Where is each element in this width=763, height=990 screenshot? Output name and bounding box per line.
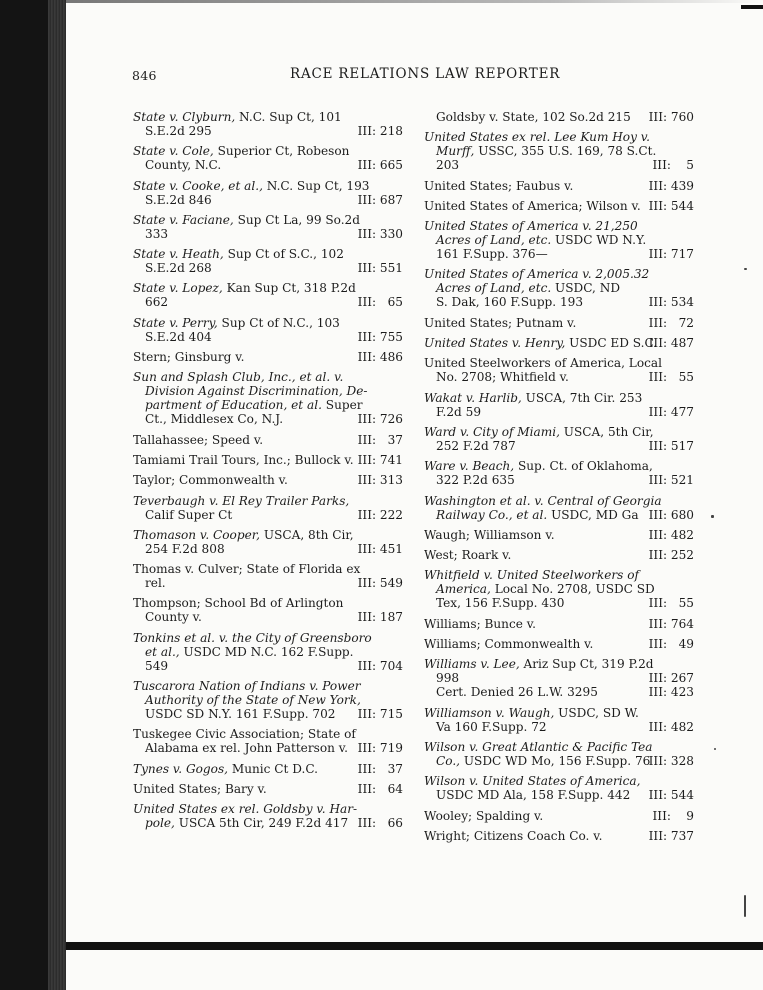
volume-page-reference: III: 72 <box>648 315 694 330</box>
scan-binding-edge <box>0 0 66 990</box>
volume-page-reference: III: 218 <box>357 124 403 138</box>
index-entry <box>424 110 694 124</box>
entry-text-line: Cert. Denied 26 L.W. 3295 <box>436 685 598 700</box>
index-entry <box>424 199 694 213</box>
entry-text-line: Wooley; Spalding v. <box>424 808 544 823</box>
running-head: RACE RELATIONS LAW REPORTER <box>290 66 561 82</box>
index-entry <box>424 267 694 309</box>
entry-text-line: Whitfield v. United Steelworkers of <box>424 568 639 583</box>
entry-text-line: Williams; Bunce v. <box>424 616 536 631</box>
left-column <box>133 110 403 837</box>
entry-text-line: Acres of Land, etc. USDC WD N.Y. <box>436 233 647 248</box>
page-number: 846 <box>132 68 157 83</box>
volume-page-reference: III: 534 <box>648 295 694 310</box>
volume-page-reference: III: 267 <box>648 671 694 686</box>
volume-page-reference: III: 328 <box>648 753 694 768</box>
volume-page-reference: III: 482 <box>648 719 694 734</box>
index-entry <box>424 829 694 843</box>
entry-text-line: State v. Clyburn, N.C. Sup Ct, 101 <box>133 110 342 124</box>
volume-page-reference: III: 521 <box>648 473 694 488</box>
entry-text-line: Wilson v. United States of America, <box>424 774 641 789</box>
index-entry <box>424 706 694 734</box>
entry-text-line: America, Local No. 2708, USDC SD <box>436 582 655 597</box>
entry-text-line: Ward v. City of Miami, USCA, 5th Cir, <box>424 424 654 439</box>
entry-text-line: Tallahassee; Speed v. <box>133 432 264 447</box>
margin-speck <box>711 515 714 518</box>
volume-page-reference: III: 549 <box>357 576 403 591</box>
volume-page-reference: III: 764 <box>648 616 694 631</box>
entry-text-line: County v. <box>145 610 202 625</box>
entry-text-line: Murff, USSC, 355 U.S. 169, 78 S.Ct. <box>436 144 657 159</box>
entry-text-line: S.E.2d 295 <box>145 124 212 138</box>
top-scan-edge <box>66 0 763 3</box>
volume-page-reference: III: 687 <box>357 192 403 207</box>
index-entry <box>133 727 403 755</box>
volume-page-reference: III: 680 <box>648 507 694 522</box>
volume-page-reference: III: 760 <box>648 110 694 124</box>
entry-text-line: 549 <box>145 658 169 673</box>
volume-page-reference: III: 755 <box>357 329 403 344</box>
volume-page-reference: III: 482 <box>648 527 694 542</box>
index-entry <box>424 219 694 261</box>
entry-text-line: United States; Faubus v. <box>424 178 574 193</box>
entry-text-line: Williams v. Lee, Ariz Sup Ct, 319 P.2d <box>424 657 654 672</box>
entry-text-line: Wright; Citizens Coach Co. v. <box>424 828 603 843</box>
entry-text-line: Tuskegee Civic Association; State of <box>133 727 356 742</box>
entry-text-line: Calif Super Ct <box>145 507 233 522</box>
index-entry <box>424 130 694 172</box>
entry-text-line: United States; Bary v. <box>133 781 267 796</box>
index-entry <box>133 528 403 556</box>
index-entry <box>133 453 403 467</box>
index-entry <box>424 179 694 193</box>
entry-text-line: 252 F.2d 787 <box>436 438 516 453</box>
volume-page-reference: III: 477 <box>648 404 694 419</box>
entry-text-line: United States of America; Wilson v. <box>424 198 641 213</box>
entry-text-line: Williamson v. Waugh, USDC, SD W. <box>424 705 639 720</box>
entry-text-line: Alabama ex rel. John Patterson v. <box>145 741 348 756</box>
entry-text-line: 998 <box>436 671 460 686</box>
volume-page-reference: III: 64 <box>357 781 403 796</box>
margin-speck <box>714 748 716 750</box>
index-entry <box>133 247 403 275</box>
index-entry <box>133 631 403 673</box>
entry-text-line: Tuscarora Nation of Indians v. Power <box>133 679 361 694</box>
volume-page-reference: III: 222 <box>357 507 403 522</box>
index-entry <box>133 802 403 830</box>
volume-page-reference: III: 715 <box>357 707 403 722</box>
volume-page-reference: III: 486 <box>357 350 403 365</box>
index-entry <box>424 391 694 419</box>
entry-text-line: United States ex rel. Goldsby v. Har- <box>133 802 358 817</box>
scan-mark <box>741 5 763 9</box>
index-entry <box>424 774 694 802</box>
entry-text-line: pole, USCA 5th Cir, 249 F.2d 417 <box>145 816 349 831</box>
index-entry <box>424 425 694 453</box>
entry-text-line: USDC MD Ala, 158 F.Supp. 442 <box>436 788 631 803</box>
index-entry <box>133 562 403 590</box>
entry-text-line: State v. Faciane, Sup Ct La, 99 So.2d <box>133 212 360 227</box>
volume-page-reference: III: 423 <box>648 685 694 700</box>
volume-page-reference: III: 741 <box>357 452 403 467</box>
volume-page-reference: III: 544 <box>648 788 694 803</box>
volume-page-reference: III: 719 <box>357 741 403 756</box>
entry-text-line: County, N.C. <box>145 158 222 173</box>
entry-text-line: Va 160 F.Supp. 72 <box>436 719 547 734</box>
index-entry <box>424 316 694 330</box>
index-entry <box>133 679 403 721</box>
volume-page-reference: III: 55 <box>648 596 694 611</box>
entry-text-line: United States; Putnam v. <box>424 315 577 330</box>
index-entry <box>424 568 694 610</box>
volume-page-reference: III: 313 <box>357 473 403 488</box>
entry-text-line: State v. Heath, Sup Ct of S.C., 102 <box>133 247 344 262</box>
volume-page-reference: III: 55 <box>648 370 694 385</box>
index-entry <box>133 110 403 138</box>
index-entry <box>133 370 403 426</box>
volume-page-reference: III: 252 <box>648 548 694 563</box>
entry-text-line: No. 2708; Whitfield v. <box>436 370 569 385</box>
index-entry <box>424 657 694 699</box>
index-entry <box>424 459 694 487</box>
index-entry <box>424 356 694 384</box>
entry-text-line: Stern; Ginsburg v. <box>133 350 245 365</box>
entry-text-line: Thompson; School Bd of Arlington <box>133 596 344 611</box>
entry-text-line: S. Dak, 160 F.Supp. 193 <box>436 295 584 310</box>
index-entry <box>424 637 694 651</box>
entry-text-line: Acres of Land, etc. USDC, ND <box>436 281 621 296</box>
volume-page-reference: III: 37 <box>357 761 403 776</box>
margin-speck <box>744 895 746 917</box>
entry-text-line: Goldsby v. State, 102 So.2d 215 <box>436 110 631 124</box>
entry-text-line: Division Against Discrimination, De- <box>145 384 368 399</box>
entry-text-line: State v. Cooke, et al., N.C. Sup Ct, 193 <box>133 178 370 193</box>
entry-text-line: 333 <box>145 226 169 241</box>
index-entry <box>424 528 694 542</box>
entry-text-line: Tynes v. Gogos, Munic Ct D.C. <box>133 761 319 776</box>
entry-text-line: Taylor; Commonwealth v. <box>133 473 288 488</box>
index-entry <box>133 316 403 344</box>
volume-page-reference: III: 726 <box>357 412 403 427</box>
entry-text-line: 322 P.2d 635 <box>436 473 515 488</box>
index-entry <box>133 213 403 241</box>
right-column <box>424 110 694 849</box>
volume-page-reference: III: 487 <box>648 336 694 351</box>
volume-page-reference: III: 5 <box>652 158 694 173</box>
volume-page-reference: III: 9 <box>652 808 694 823</box>
entry-text-line: Ct., Middlesex Co, N.J. <box>145 412 284 427</box>
entry-text-line: Railway Co., et al. USDC, MD Ga <box>436 507 639 522</box>
index-entry <box>424 617 694 631</box>
entry-text-line: partment of Education, et al. Super <box>145 398 363 413</box>
entry-text-line: Tonkins et al. v. the City of Greensboro <box>133 630 372 645</box>
volume-page-reference: III: 704 <box>357 658 403 673</box>
entry-text-line: Wakat v. Harlib, USCA, 7th Cir. 253 <box>424 390 643 405</box>
margin-speck <box>744 268 747 270</box>
index-entry <box>133 494 403 522</box>
entry-text-line: Ware v. Beach, Sup. Ct. of Oklahoma, <box>424 459 653 474</box>
entry-text-line: United States of America v. 2,005.32 <box>424 267 650 282</box>
volume-page-reference: III: 551 <box>357 261 403 276</box>
entry-text-line: Sun and Splash Club, Inc., et al. v. <box>133 370 344 385</box>
entry-text-line: State v. Cole, Superior Ct, Robeson <box>133 144 350 159</box>
volume-page-reference: III: 37 <box>357 432 403 447</box>
entry-text-line: State v. Lopez, Kan Sup Ct, 318 P.2d <box>133 281 356 296</box>
entry-text-line: 254 F.2d 808 <box>145 541 225 556</box>
index-entry <box>133 473 403 487</box>
entry-text-line: Thomas v. Culver; State of Florida ex <box>133 562 361 577</box>
index-entry <box>133 281 403 309</box>
volume-page-reference: III: 737 <box>648 828 694 843</box>
index-entry <box>133 596 403 624</box>
entry-text-line: State v. Perry, Sup Ct of N.C., 103 <box>133 315 340 330</box>
volume-page-reference: III: 65 <box>357 295 403 310</box>
entry-text-line: USDC SD N.Y. 161 F.Supp. 702 <box>145 707 336 722</box>
index-entry <box>424 336 694 350</box>
volume-page-reference: III: 544 <box>648 198 694 213</box>
volume-page-reference: III: 66 <box>357 816 403 831</box>
entry-text-line: Tex, 156 F.Supp. 430 <box>436 596 565 611</box>
index-entry <box>133 179 403 207</box>
entry-text-line: S.E.2d 846 <box>145 192 212 207</box>
entry-text-line: rel. <box>145 576 166 591</box>
entry-text-line: Co., USDC WD Mo, 156 F.Supp. 76 <box>436 753 651 768</box>
entry-text-line: et al., USDC MD N.C. 162 F.Supp. <box>145 644 354 659</box>
entry-text-line: United States v. Henry, USDC ED S.C. <box>424 336 658 351</box>
index-entry <box>424 548 694 562</box>
volume-page-reference: III: 330 <box>357 226 403 241</box>
index-entry <box>424 740 694 768</box>
volume-page-reference: III: 49 <box>648 637 694 652</box>
entry-text-line: West; Roark v. <box>424 548 512 563</box>
entry-text-line: United States ex rel. Lee Kum Hoy v. <box>424 130 650 145</box>
index-entry <box>133 762 403 776</box>
index-entry <box>133 144 403 172</box>
volume-page-reference: III: 665 <box>357 158 403 173</box>
volume-page-reference: III: 187 <box>357 610 403 625</box>
volume-page-reference: III: 717 <box>648 247 694 262</box>
entry-text-line: S.E.2d 268 <box>145 261 212 276</box>
entry-text-line: Teverbaugh v. El Rey Trailer Parks, <box>133 493 350 508</box>
bottom-scan-edge <box>66 942 763 950</box>
index-entry <box>133 350 403 364</box>
entry-text-line: Wilson v. Great Atlantic & Pacific Tea <box>424 739 653 754</box>
entry-text-line: S.E.2d 404 <box>145 329 212 344</box>
entry-text-line: Waugh; Williamson v. <box>424 527 555 542</box>
index-entry <box>133 433 403 447</box>
entry-text-line: Authority of the State of New York, <box>145 693 361 708</box>
volume-page-reference: III: 451 <box>357 541 403 556</box>
volume-page-reference: III: 517 <box>648 438 694 453</box>
index-entry <box>424 494 694 522</box>
volume-page-reference: III: 439 <box>648 178 694 193</box>
entry-text-line: United Steelworkers of America, Local <box>424 356 662 371</box>
entry-text-line: Tamiami Trail Tours, Inc.; Bullock v. <box>133 452 354 467</box>
entry-text-line: F.2d 59 <box>436 404 482 419</box>
entry-text-line: 161 F.Supp. 376— <box>436 247 548 262</box>
entry-text-line: Washington et al. v. Central of Georgia <box>424 493 662 508</box>
entry-text-line: 662 <box>145 295 169 310</box>
entry-text-line: United States of America v. 21,250 <box>424 219 638 234</box>
index-entry <box>424 809 694 823</box>
entry-text-line: Williams; Commonwealth v. <box>424 637 594 652</box>
index-entry <box>133 782 403 796</box>
entry-text-line: 203 <box>436 158 460 173</box>
entry-text-line: Thomason v. Cooper, USCA, 8th Cir, <box>133 527 354 542</box>
